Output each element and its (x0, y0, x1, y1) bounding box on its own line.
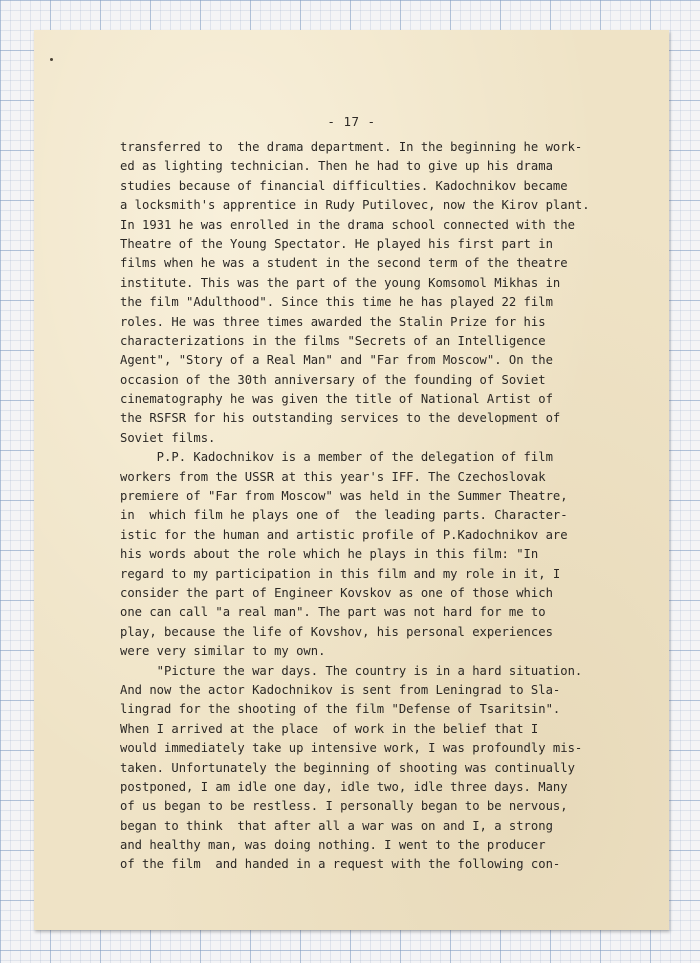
text-line: regard to my participation in this film and my role in it, I (120, 566, 561, 581)
text-line: one can call "a real man". The part was not hard for me to (120, 605, 546, 620)
text-line: transferred to the drama department. In the beginning he work- (120, 140, 583, 154)
text-line: "Picture the war days. The country is in a hard situation. (120, 663, 583, 678)
text-line: a locksmith's apprentice in Rudy Putilovec, now the Kirov plant. (120, 198, 590, 213)
text-line: cinematography he was given the title of National Artist of (120, 392, 553, 407)
text-line: When I arrived at the place of work in the belief that I (120, 721, 539, 736)
text-line: films when he was a student in the second term of the theatre (120, 256, 568, 271)
page-number: - 17 - (327, 114, 376, 129)
text-line: occasion of the 30th anniversary of the founding of Soviet (120, 372, 546, 387)
text-line: his words about the role which he plays in this film: "In (120, 547, 539, 562)
text-line: taken. Unfortunately the beginning of shooting was continually (120, 760, 575, 775)
text-line: of us began to be restless. I personally began to be nervous, (120, 799, 568, 814)
text-line: roles. He was three times awarded the Stalin Prize for his (120, 314, 546, 329)
paper-speck (50, 58, 53, 61)
text-line: P.P. Kadochnikov is a member of the delegation of film (120, 450, 553, 465)
text-line: istic for the human and artistic profile of P.Kadochnikov are (120, 527, 568, 542)
text-line: the film "Adulthood". Since this time he has played 22 film (120, 295, 553, 310)
typewritten-page (34, 30, 669, 930)
text-line: the RSFSR for his outstanding services to the development of (120, 411, 561, 426)
text-line: premiere of "Far from Moscow" was held in the Summer Theatre, (120, 489, 568, 504)
text-line: were very similar to my own. (120, 644, 326, 659)
text-line: institute. This was the part of the young Komsomol Mikhas in (120, 275, 561, 290)
text-line: In 1931 he was enrolled in the drama school connected with the (120, 217, 575, 232)
text-line: postponed, I am idle one day, idle two, idle three days. Many (120, 779, 568, 794)
text-line: studies because of financial difficulties. Kadochnikov became (120, 178, 568, 193)
text-line: ed as lighting technician. Then he had to give up his drama (120, 159, 553, 174)
text-line: and healthy man, was doing nothing. I went to the producer (120, 838, 546, 853)
text-line: of the film and handed in a request with the following con- (120, 857, 561, 872)
text-line: Theatre of the Young Spectator. He played his first part in (120, 236, 553, 251)
text-line: in which film he plays one of the leading parts. Character- (120, 508, 568, 523)
text-line: lingrad for the shooting of the film "Defense of Tsaritsin". (120, 702, 561, 717)
text-line: would immediately take up intensive work, I was profoundly mis- (120, 741, 583, 756)
text-line: workers from the USSR at this year's IFF. The Czechoslovak (120, 469, 546, 484)
text-line: Agent", "Story of a Real Man" and "Far from Moscow". On the (120, 353, 553, 368)
text-line: consider the part of Engineer Kovskov as one of those which (120, 585, 553, 600)
text-line: characterizations in the films "Secrets of an Intelligence (120, 333, 546, 348)
text-line: And now the actor Kadochnikov is sent from Leningrad to Sla- (120, 682, 561, 697)
text-line: Soviet films. (120, 430, 216, 445)
body-text (120, 138, 640, 875)
text-line: began to think that after all a war was on and I, a strong (120, 818, 553, 833)
text-line: play, because the life of Kovshov, his personal experiences (120, 624, 553, 639)
